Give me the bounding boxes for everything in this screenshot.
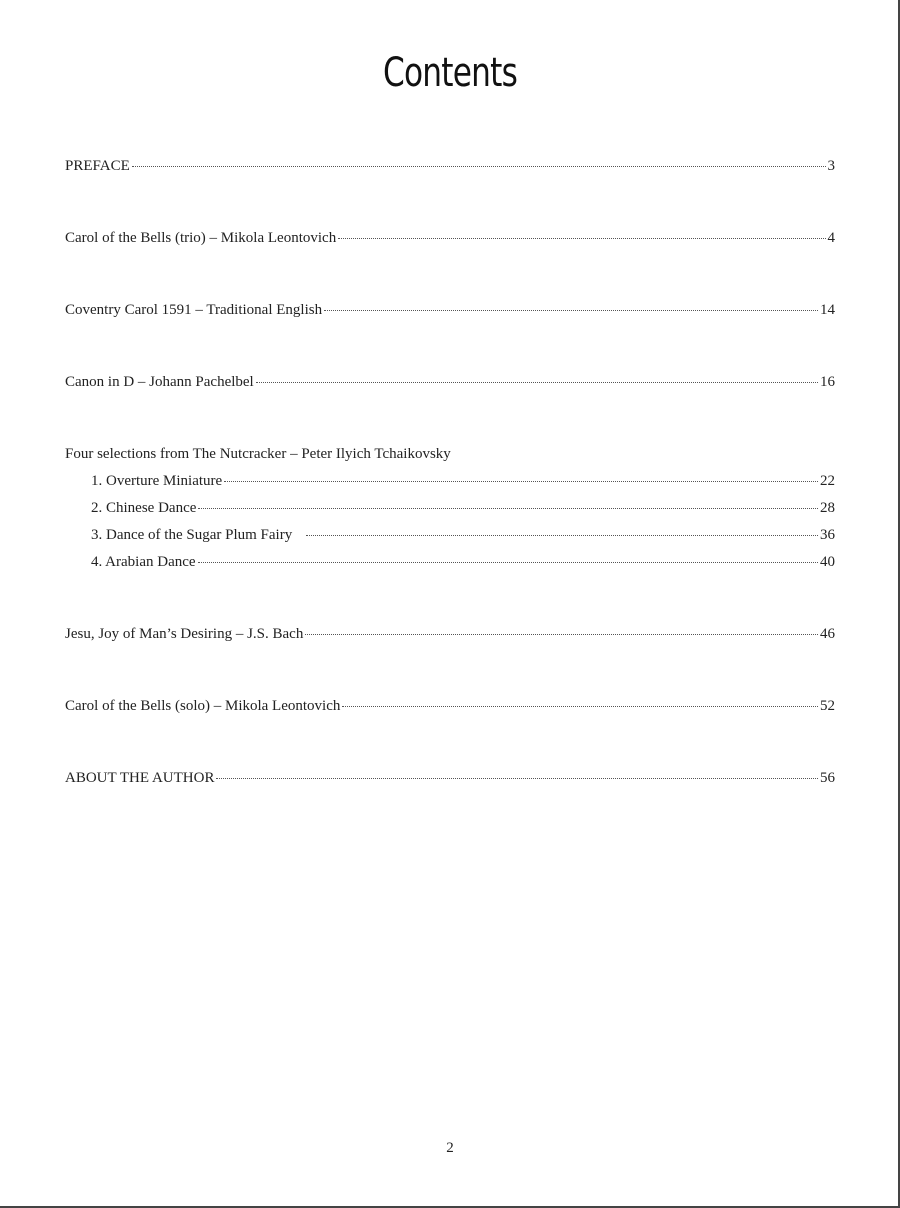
toc-entry-jesu-joy — [65, 624, 835, 644]
toc-entry-page: 52 — [820, 698, 835, 714]
toc-entry-page: 16 — [820, 374, 835, 390]
toc-group-heading-nutcracker: Four selections from The Nutcracker – Peter Ilyich Tchaikovsky — [65, 446, 451, 462]
page-title: Contents — [382, 50, 518, 96]
toc-entry-label: Jesu, Joy of Man’s Desiring – J.S. Bach — [65, 626, 304, 642]
dot-leader — [342, 706, 818, 707]
dot-leader — [338, 238, 825, 239]
toc-entry-carol-trio — [65, 228, 835, 248]
page-number: 2 — [446, 1140, 454, 1156]
toc-entry-page: 3 — [827, 158, 835, 174]
dot-leader — [198, 508, 818, 509]
toc-entry-page: 36 — [820, 527, 835, 543]
toc-entry-page: 14 — [820, 302, 835, 318]
toc-entry-label: Canon in D – Johann Pachelbel — [65, 374, 254, 390]
toc-subentry-overture — [65, 471, 835, 491]
dot-leader — [305, 634, 818, 635]
toc-entry-label: Carol of the Bells (trio) – Mikola Leontovich — [65, 230, 337, 246]
toc-entry-label: Carol of the Bells (solo) – Mikola Leontovich — [65, 698, 341, 714]
toc-entry-page: 46 — [820, 626, 835, 642]
toc-entry-label: 1. Overture Miniature — [91, 473, 223, 489]
toc-entry-page: 4 — [827, 230, 835, 246]
toc-subentry-sugar-plum-fairy — [65, 525, 835, 545]
dot-leader — [324, 310, 818, 311]
toc-entry-page: 56 — [820, 770, 835, 786]
dot-leader — [306, 535, 818, 536]
toc-entry-coventry-carol — [65, 300, 835, 320]
toc-entry-page: 28 — [820, 500, 835, 516]
toc-entry-page: 22 — [820, 473, 835, 489]
toc-entry-canon-in-d — [65, 372, 835, 392]
toc-subentry-arabian-dance — [65, 552, 835, 572]
toc-entry-label: 2. Chinese Dance — [91, 500, 197, 516]
toc-subentry-chinese-dance — [65, 498, 835, 518]
toc-entry-label: 4. Arabian Dance — [91, 554, 196, 570]
dot-leader — [198, 562, 818, 563]
dot-leader — [216, 778, 818, 779]
toc-entry-label: Coventry Carol 1591 – Traditional English — [65, 302, 323, 318]
dot-leader — [224, 481, 818, 482]
toc-entry-label: PREFACE — [65, 158, 130, 174]
toc-entry-about-author — [65, 768, 835, 788]
toc-entry-carol-solo — [65, 696, 835, 716]
toc-entry-label: 3. Dance of the Sugar Plum Fairy — [91, 527, 293, 543]
toc-entry-preface — [65, 156, 835, 176]
toc-entry-label: ABOUT THE AUTHOR — [65, 770, 215, 786]
toc-entry-page: 40 — [820, 554, 835, 570]
dot-leader — [132, 166, 826, 167]
dot-leader — [256, 382, 818, 383]
